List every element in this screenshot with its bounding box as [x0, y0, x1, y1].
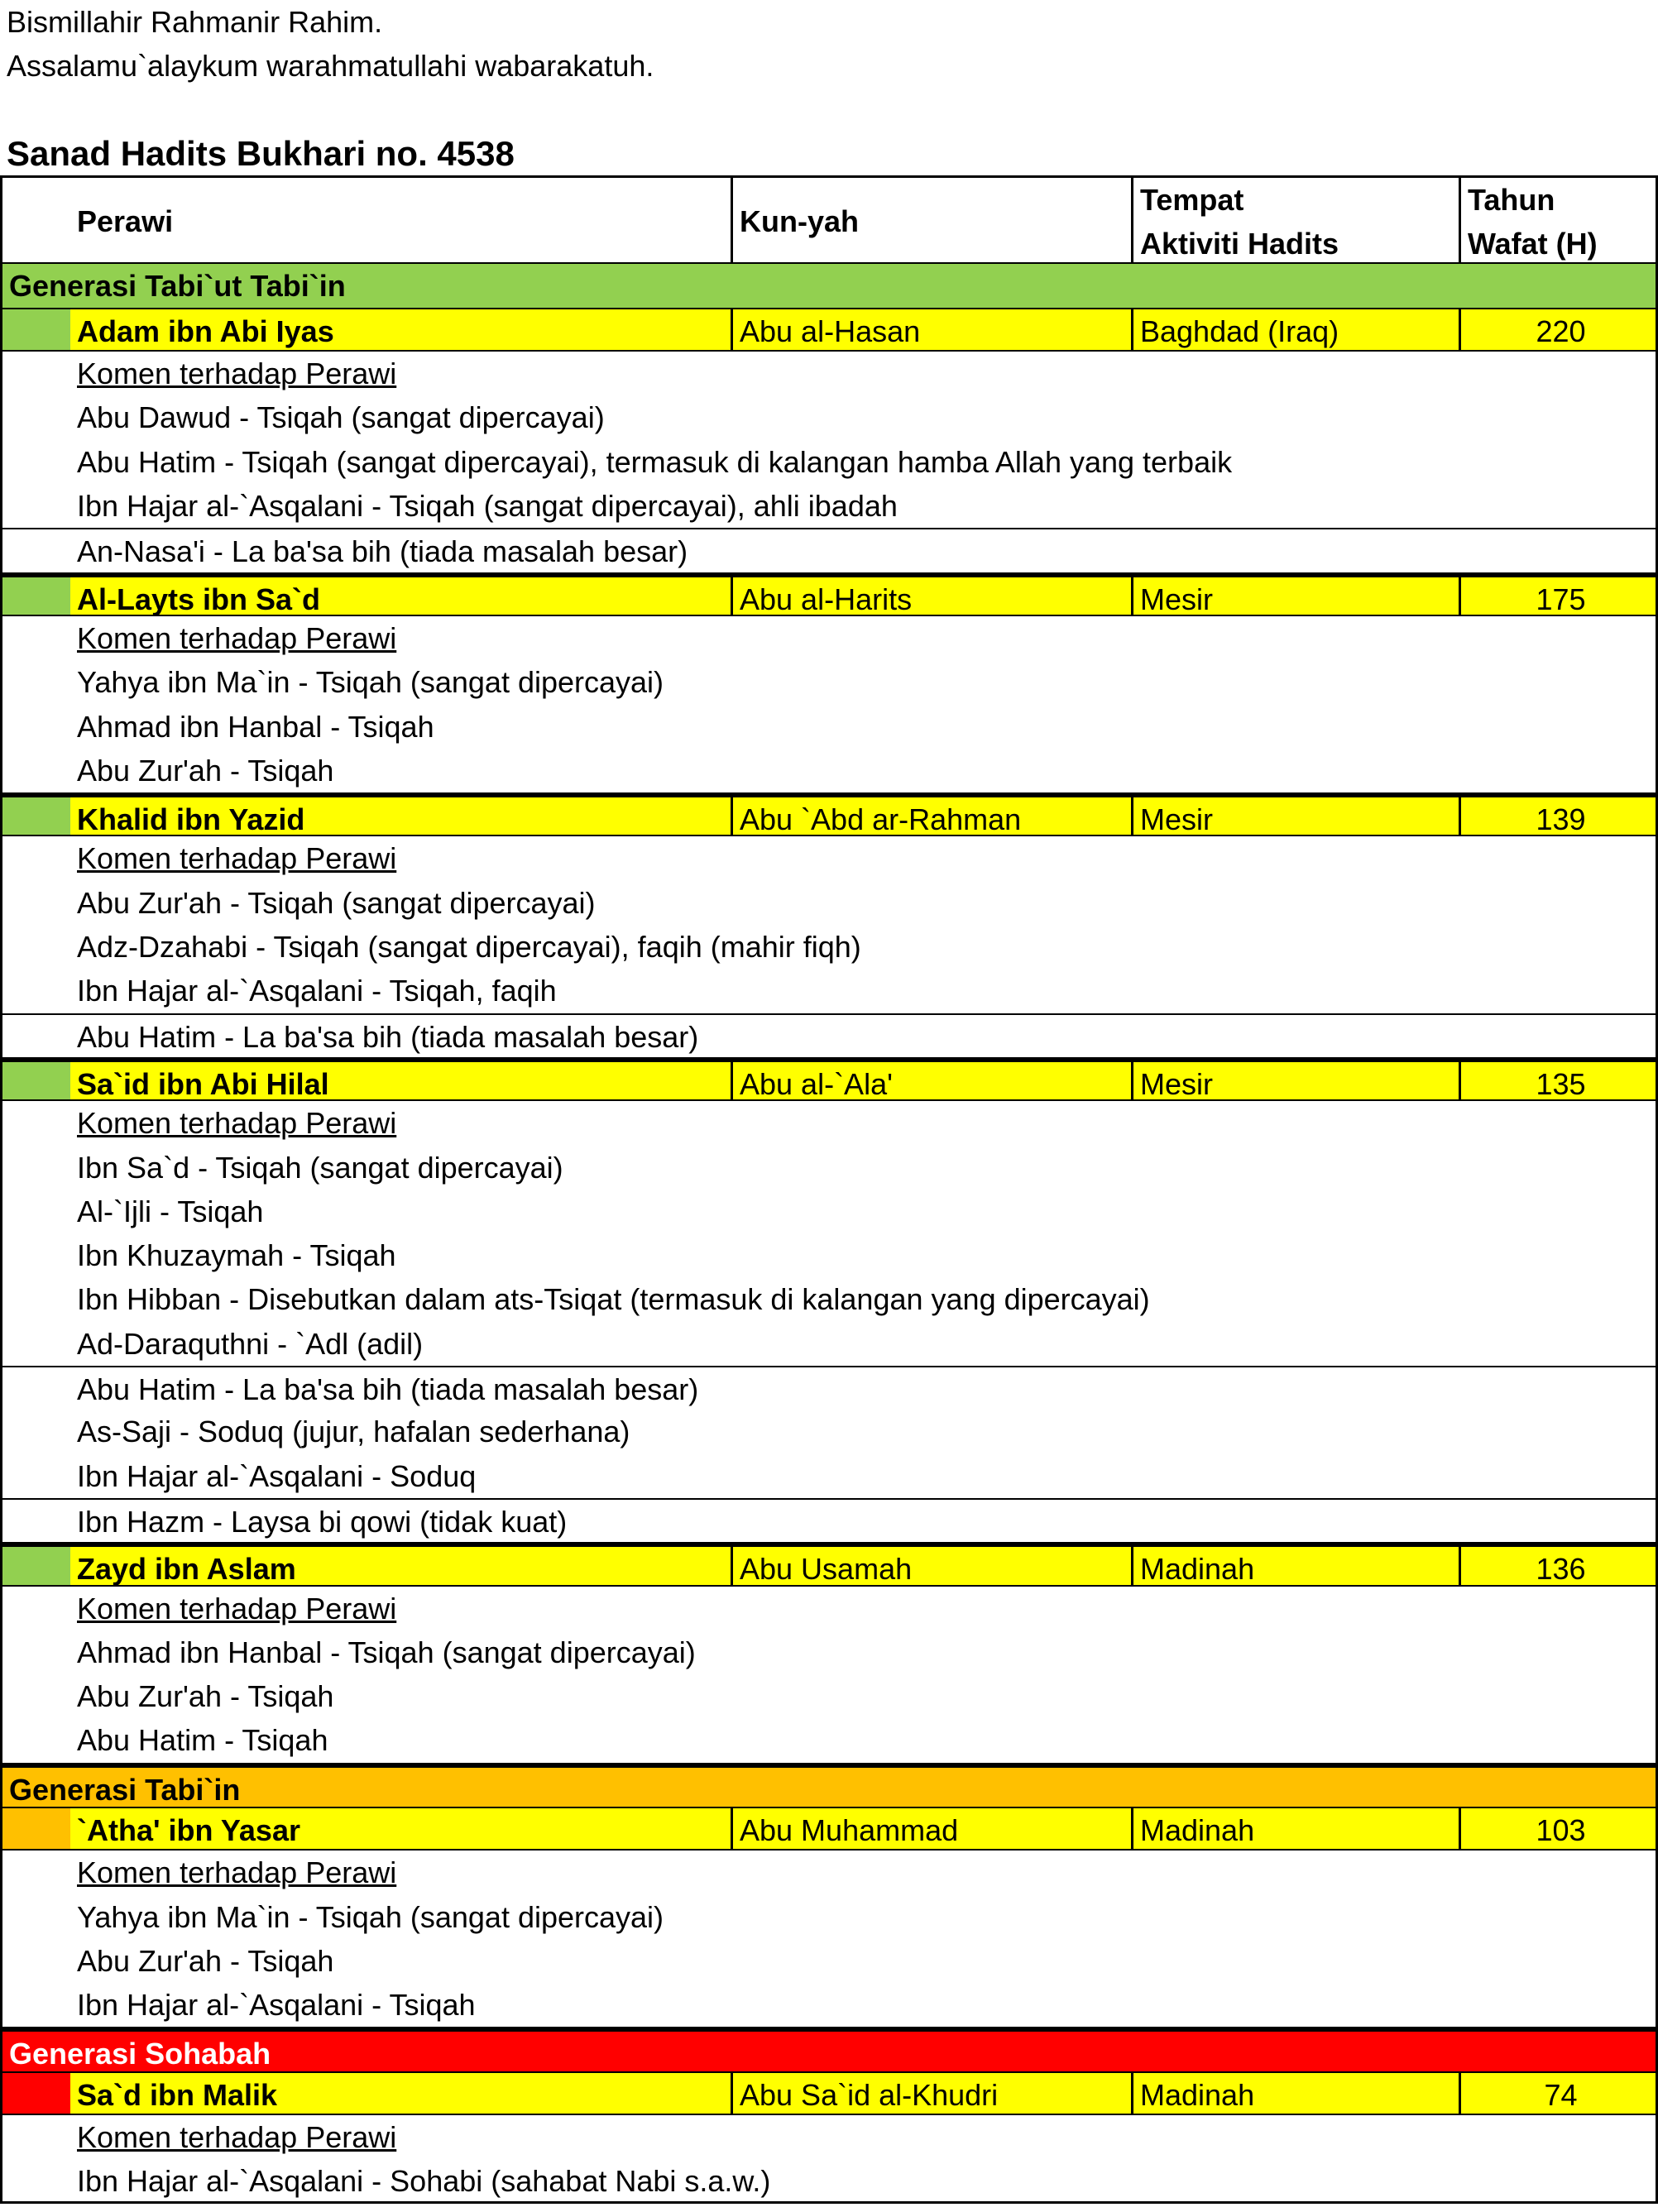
header-perawi: Perawi — [77, 204, 174, 238]
header-perawi-cell — [70, 178, 731, 262]
comment-line: Ibn Hajar al-`Asqalani - Tsiqah, faqih — [0, 969, 1658, 1013]
generation-tabiin — [0, 1763, 1658, 1807]
generation-label: Generasi Sohabah — [9, 2037, 271, 2071]
generation-color-stripe — [2, 309, 70, 350]
narrator-row — [0, 308, 1658, 352]
generation-tabiut-tabiin — [0, 264, 1658, 308]
comment-line: Ahmad ibn Hanbal - Tsiqah — [0, 705, 1658, 749]
comment-line: Abu Hatim - Tsiqah — [0, 1718, 1658, 1762]
narrator-wafat: 135 — [1459, 1062, 1658, 1099]
narrator-name: Khalid ibn Yazid — [77, 802, 305, 837]
header-tahun-line2: Wafat (H) — [1468, 227, 1598, 261]
comment-line: Abu Zur'ah - Tsiqah — [0, 1674, 1658, 1718]
comment-line: Abu Zur'ah - Tsiqah — [0, 749, 1658, 792]
narrator-tempat: Mesir — [1131, 1062, 1213, 1099]
header-kunyah-cell — [731, 178, 1131, 262]
greeting-bismillah: Bismillahir Rahmanir Rahim. — [7, 5, 383, 39]
comment-line: Abu Hatim - La ba'sa bih (tiada masalah besar) — [0, 1366, 1658, 1410]
generation-label: Generasi Tabi`in — [9, 1772, 241, 1807]
comment-line: Adz-Dzahabi - Tsiqah (sangat dipercayai), faqih (mahir fiqh) — [0, 925, 1658, 969]
header-tempat-line1: Tempat — [1140, 183, 1244, 217]
narrator-name: Sa`id ibn Abi Hilal — [77, 1066, 329, 1101]
narrator-row — [0, 792, 1658, 836]
narrator-name: `Atha' ibn Yasar — [77, 1812, 300, 1847]
header-kunyah: Kun-yah — [740, 204, 859, 238]
narrator-row — [0, 2071, 1658, 2115]
narrator-kunyah: Abu Usamah — [731, 1547, 912, 1584]
narrator-name: Sa`d ibn Malik — [77, 2077, 278, 2112]
generation-color-stripe — [2, 797, 70, 835]
comment-line: Abu Hatim - Tsiqah (sangat dipercayai), termasuk di kalangan hamba Allah yang terbaik — [0, 440, 1658, 484]
narrator-name: Adam ibn Abi Iyas — [77, 314, 334, 348]
comment-line: Ibn Hazm - Laysa bi qowi (tidak kuat) — [0, 1498, 1658, 1542]
narrator-kunyah: Abu al-Hasan — [731, 309, 920, 350]
narrator-name: Al-Layts ibn Sa`d — [77, 582, 321, 616]
narrator-wafat: 175 — [1459, 577, 1658, 615]
narrator-tempat: Madinah — [1131, 2073, 1254, 2114]
narrator-kunyah: Abu `Abd ar-Rahman — [731, 797, 1021, 835]
comment-line: Yahya ibn Ma`in - Tsiqah (sangat dipercayai) — [0, 660, 1658, 704]
narrator-wafat: 139 — [1459, 797, 1658, 835]
comment-heading: Komen terhadap Perawi — [0, 836, 1658, 880]
narrator-kunyah: Abu Muhammad — [731, 1808, 958, 1849]
narrator-row — [0, 572, 1658, 616]
narrator-tempat: Baghdad (Iraq) — [1131, 309, 1339, 350]
comment-line: Ibn Khuzaymah - Tsiqah — [0, 1233, 1658, 1277]
generation-color-stripe — [2, 1547, 70, 1584]
comment-heading: Komen terhadap Perawi — [0, 352, 1658, 395]
comment-line: Ibn Hajar al-`Asqalani - Soduq — [0, 1454, 1658, 1498]
narrator-wafat: 136 — [1459, 1547, 1658, 1584]
narrator-tempat: Mesir — [1131, 577, 1213, 615]
narrator-tempat: Madinah — [1131, 1808, 1254, 1849]
comment-line: Ibn Hajar al-`Asqalani - Tsiqah (sangat dipercayai), ahli ibadah — [0, 484, 1658, 528]
narrator-row — [0, 1807, 1658, 1851]
comment-line: As-Saji - Soduq (jujur, hafalan sederhana) — [0, 1410, 1658, 1453]
generation-color-stripe — [2, 1808, 70, 1849]
generation-sohabah — [0, 2027, 1658, 2071]
comment-line: Abu Dawud - Tsiqah (sangat dipercayai) — [0, 395, 1658, 439]
comment-line: An-Nasa'i - La ba'sa bih (tiada masalah besar) — [0, 528, 1658, 572]
narrator-wafat: 220 — [1459, 309, 1658, 350]
narrator-kunyah: Abu Sa`id al-Khudri — [731, 2073, 998, 2114]
comment-line: Ibn Hajar al-`Asqalani - Tsiqah — [0, 1983, 1658, 2027]
narrator-kunyah: Abu al-`Ala' — [731, 1062, 893, 1099]
comment-heading: Komen terhadap Perawi — [0, 1851, 1658, 1894]
generation-color-stripe — [2, 2073, 70, 2114]
narrator-tempat: Madinah — [1131, 1547, 1254, 1584]
comment-line: Abu Zur'ah - Tsiqah (sangat dipercayai) — [0, 881, 1658, 925]
page-title: Sanad Hadits Bukhari no. 4538 — [7, 134, 515, 173]
narrator-name: Zayd ibn Aslam — [77, 1552, 296, 1587]
comment-line: Yahya ibn Ma`in - Tsiqah (sangat dipercayai) — [0, 1895, 1658, 1939]
table-header-row — [0, 175, 1658, 264]
comment-line: Abu Zur'ah - Tsiqah — [0, 1939, 1658, 1983]
comment-line: Ibn Hibban - Disebutkan dalam ats-Tsiqat (termasuk di kalangan yang dipercayai) — [0, 1277, 1658, 1321]
header-tahun-cell — [1459, 178, 1658, 262]
comment-heading: Komen terhadap Perawi — [0, 1101, 1658, 1145]
greeting-salam: Assalamu`alaykum warahmatullahi wabarakatuh. — [7, 49, 654, 83]
comment-heading: Komen terhadap Perawi — [0, 616, 1658, 660]
generation-color-stripe — [2, 577, 70, 615]
narrator-wafat: 103 — [1459, 1808, 1658, 1849]
narrator-row — [0, 1542, 1658, 1586]
narrator-row — [0, 1057, 1658, 1101]
comment-line: Al-`Ijli - Tsiqah — [0, 1190, 1658, 1233]
comment-heading: Komen terhadap Perawi — [0, 2115, 1658, 2159]
header-tempat-line2: Aktiviti Hadits — [1140, 227, 1339, 261]
generation-label: Generasi Tabi`ut Tabi`in — [9, 268, 346, 303]
narrator-wafat: 74 — [1459, 2073, 1658, 2114]
comment-line: Ad-Daraquthni - `Adl (adil) — [0, 1322, 1658, 1366]
narrator-tempat: Mesir — [1131, 797, 1213, 835]
generation-color-stripe — [2, 1062, 70, 1099]
comment-line: Abu Hatim - La ba'sa bih (tiada masalah besar) — [0, 1013, 1658, 1057]
header-tempat-cell — [1131, 178, 1459, 262]
comment-line: Ibn Hajar al-`Asqalani - Sohabi (sahabat Nabi s.a.w.) — [0, 2159, 1658, 2203]
header-tahun-line1: Tahun — [1468, 183, 1555, 217]
comment-line: Ibn Sa`d - Tsiqah (sangat dipercayai) — [0, 1146, 1658, 1190]
comment-heading: Komen terhadap Perawi — [0, 1587, 1658, 1630]
narrator-kunyah: Abu al-Harits — [731, 577, 912, 615]
sanad-table — [0, 175, 1658, 2204]
comment-line: Ahmad ibn Hanbal - Tsiqah (sangat dipercayai) — [0, 1630, 1658, 1674]
